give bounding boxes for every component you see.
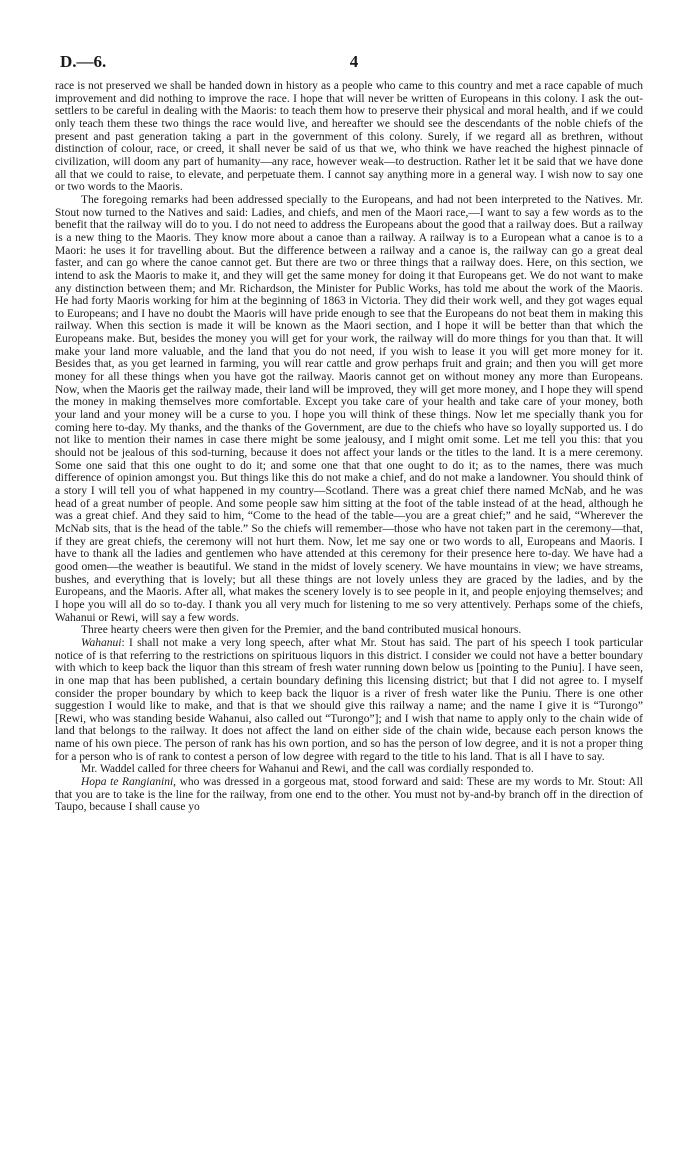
paragraph-4 xyxy=(55,637,643,764)
body-text xyxy=(55,80,643,814)
page-number: 4 xyxy=(349,52,359,71)
speech-text: : I shall not make a very long speech, after what Mr. Stout has said. The part of his speech I took particular notice of is that referring to the restrictions on spirituous liquors in this district. I consider we could not have a better boundary with which to keep back the liquor than this stream of fresh water running down below us [pointing to the Puniu]. I have seen, in one map that has been published, a certain boundary defining this licensing district; but that I did not agree to. I myself consider the proper boundary by which to keep back the liquor is a river of fresh water like the Puniu. There is one other suggestion I would like to make, and that is that we should give this railway a name; and the name I give it is “Turongo” [Rewi, who was standing beside Wahanui, also called out “Turongo”]; and I wish that name to apply only to the chain wide of land that belongs to the railway. It does not affect the land on either side of the chain wide, because each person knows the name of his own piece. The person of rank has his own portion, and so has the person of low degree, and it is not a proper thing for a person who is of rank to contest a person of low degree with regard to the title to his land. That is all I have to say. xyxy=(55,636,643,763)
speech-text: , who was dressed in a gorgeous mat, stood forward and said: These are my words to Mr. Stout: All that you are to take is the line for the railway, from one end to the other. You must not by-and-by branch off in the direction of Taupo, because I shall cause yo xyxy=(55,776,643,814)
paragraph-3: Three hearty cheers were then given for the Premier, and the band contributed musical honours. xyxy=(81,624,522,637)
page-header xyxy=(60,52,648,76)
speaker-name: Wahanui xyxy=(81,636,122,649)
paragraph-6 xyxy=(55,776,643,814)
document-reference: D.—6. xyxy=(60,52,107,71)
paragraph-1: race is not preserved we shall be handed down in history as a people who came to this country and met a race capable of much improvement and did nothing to improve the race. I hope that will never be written of Europeans in this colony. I ask the out-settlers to be careful in dealing with the Maoris: to teach them how to preserve their physical and moral health, and if we could only teach them these two things the race would live, and hereafter we should see the descendants of the noble chiefs of the present and past generation taking a part in the government of this colony. Surely, if we regard all as brethren, without distinction of colour, race, or creed, it shall never be said of us that we, who think we have reached the highest pinnacle of civilization, will doom any part of humanity—any race, however weak—to destruction. Rather let it be said that we have done all that we could to raise, to elevate, and perpetuate them. I cannot say anything more in a general way. I wish now to say one or two words to the Maoris. xyxy=(55,80,643,194)
speaker-name: Hopa te Rangianini xyxy=(81,776,174,789)
paragraph-2: The foregoing remarks had been addressed specially to the Europeans, and had not been interpreted to the Natives. Mr. Stout now turned to the Natives and said: Ladies, and chiefs, and men of the Maori race,—I want to say a few words as to the benefit that the railway will do to you. I do not need to address the Europeans about the good that a railway does. But a railway is a new thing to the Maoris. They know more about a canoe than a railway. A railway is to a European what a canoe is to a Maori: he uses it for travelling about. But the difference between a railway and a canoe is, the railway can go a great deal faster, and can go where the canoe cannot get. But there are two or three things that a railway does. Here, on this section, we intend to ask the Maoris to make it, and they will get the same money for doing it that Europeans get. We do not want to make any distinction between them; and Mr. Richardson, the Minister for Public Works, has told me about the work of the Maoris. He had forty Maoris working for him at the beginning of 1863 in Victoria. They did their work well, and they got wages equal to Europeans; and I have no doubt the Maoris will have pride enough to see that the Europeans do not beat them in making this railway. When this section is made it will be known as the Maori section, and I hope it will be better than that which the Europeans make. But, besides the money you will get for your work, the railway will do more things for you than that. It will make your land more valuable, and the land that you do not need, if you wish to lease it you will get more money for it. Besides that, as you get learned in farming, you will rear cattle and grow perhaps fruit and grain; and then you will get more money for all these things when you have got the railway. Maoris cannot get on without money any more than Europeans. Now, when the Maoris get the railway made, their land will be improved, they will get more money, and I hope they will spend the money in making themselves more comfortable. Except you take care of your health and take care of your money, both your land and your money will be a curse to you. I hope you will think of these things. Now let me specially thank you for coming here to-day. My thanks, and the thanks of the Government, are due to the chiefs who have so loyally supported us. I do not like to mention their names in case there might be some jealousy, and I might omit some. Let me tell you this: that you should not be jealous of this sod-turning, because it does not affect your lands or the titles to the land. It is a mere ceremony. Some one said that this one ought to do it; and some one that that one ought to do it; as to the names, there was much difference of opinion amongst you. But things like this do not make a chief, and do not make a landowner. You should think of a story I will tell you of what happened in my country—Scotland. There was a great chief there named McNab, and he was head of a great number of people. And some people saw him sitting at the foot of the table instead of at the head, although he was a great chief. And they said to him, “Come to the head of the table—you are a great chief;” and he said, “Wherever the McNab sits, that is the head of the table.” So the chiefs will remember—those who have not taken part in the ceremony—that, if they are great chiefs, the ceremony will not hurt them. Now, let me say one or two words to all, Europeans and Maoris. I have to thank all the ladies and gentlemen who have attended at this ceremony for their presence here to-day. We have had a good omen—the weather is beautiful. We stand in the midst of lovely scenery. We have mountains in view; we have streams, bushes, and everything that is lovely; but all these things are not lovely unless they are graced by the ladies, and by the Europeans, and the Maoris. After all, what makes the scenery lovely is to see people in it, and people enjoying themselves; and I hope you will all do so to-day. I thank you all very much for listening to me so very attentively. Perhaps some of the chiefs, Wahanui or Rewi, will say a few words. xyxy=(55,193,643,624)
paragraph-5: Mr. Waddel called for three cheers for Wahanui and Rewi, and the call was cordially responded to. xyxy=(81,763,534,776)
